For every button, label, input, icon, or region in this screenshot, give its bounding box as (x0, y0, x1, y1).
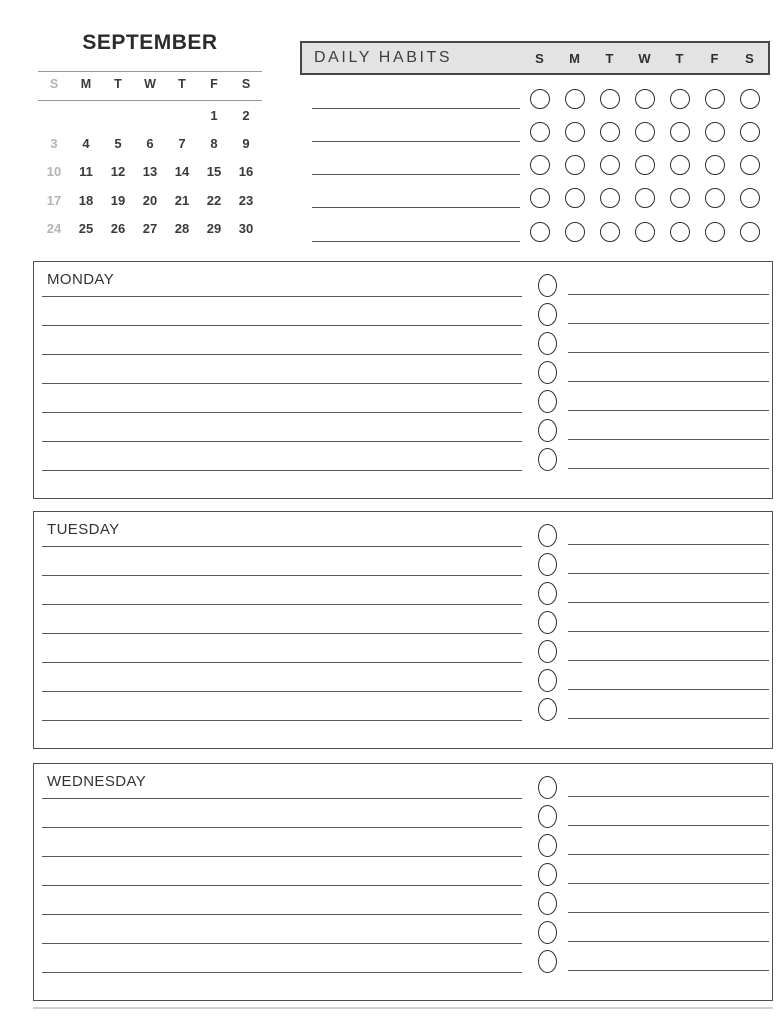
habit-checkbox-circle[interactable] (600, 222, 620, 242)
habit-checkbox-circle[interactable] (670, 155, 690, 175)
habit-checkbox-circle[interactable] (740, 89, 760, 109)
habit-row (0, 188, 779, 210)
writing-line-right (568, 468, 769, 469)
writing-line-right (568, 352, 769, 353)
habit-circle-row (522, 188, 767, 208)
writing-line-left (42, 604, 522, 605)
habit-row (0, 155, 779, 180)
habit-day-header: T (605, 50, 614, 66)
habit-checkbox-circle[interactable] (705, 89, 725, 109)
calendar-day-cell: 12 (110, 164, 126, 180)
habit-checkbox-circle[interactable] (600, 155, 620, 175)
writing-line-left (42, 720, 522, 721)
writing-line-right (568, 631, 769, 632)
habit-circle-cell (627, 188, 662, 208)
task-checkbox-circle[interactable] (538, 669, 557, 692)
habit-checkbox-circle[interactable] (705, 155, 725, 175)
habit-circle-cell (662, 122, 697, 142)
habit-name-line (312, 174, 520, 175)
writing-line-left (42, 914, 522, 915)
day-section-wednesday (33, 763, 773, 1001)
habit-checkbox-circle[interactable] (670, 222, 690, 242)
calendar-day-cell: 18 (78, 192, 94, 208)
task-checkbox-circle[interactable] (538, 524, 557, 547)
task-checkbox-circle[interactable] (538, 805, 557, 828)
habit-checkbox-circle[interactable] (565, 188, 585, 208)
habit-checkbox-circle[interactable] (600, 122, 620, 142)
writing-line-left (42, 441, 522, 442)
habit-circle-cell (662, 155, 697, 175)
writing-line-left (42, 296, 522, 297)
writing-line-right (568, 544, 769, 545)
habit-day-header: W (638, 50, 651, 66)
calendar-day-cell: 16 (238, 164, 254, 180)
habit-day-header: S (745, 50, 754, 66)
task-checkbox-circle[interactable] (538, 419, 557, 442)
habit-checkbox-circle[interactable] (635, 188, 655, 208)
task-checkbox-circle[interactable] (538, 950, 557, 973)
habit-circle-cell (697, 188, 732, 208)
calendar-day-cell: 24 (46, 221, 62, 237)
habit-circle-cell (592, 122, 627, 142)
writing-line-right (568, 381, 769, 382)
task-checkbox-circle[interactable] (538, 332, 557, 355)
habit-checkbox-circle[interactable] (565, 222, 585, 242)
habit-checkbox-circle[interactable] (670, 122, 690, 142)
calendar-day-cell: 30 (238, 221, 254, 237)
habit-circle-cell (662, 89, 697, 109)
habit-circle-cell (592, 89, 627, 109)
writing-line-left (42, 470, 522, 471)
habit-row (0, 89, 779, 111)
task-checkbox-circle[interactable] (538, 892, 557, 915)
habit-checkbox-circle[interactable] (635, 222, 655, 242)
task-checkbox-circle[interactable] (538, 274, 557, 297)
habit-circle-cell (732, 89, 767, 109)
writing-line-left (42, 691, 522, 692)
habit-tracker-title: DAILY HABITS (314, 49, 453, 66)
habit-name-line (312, 141, 520, 142)
habit-circle-cell (627, 222, 662, 242)
habit-checkbox-circle[interactable] (635, 122, 655, 142)
habit-circle-row (522, 122, 767, 142)
calendar-weekday-header: W (144, 77, 156, 91)
calendar-header-rule-top (38, 71, 262, 72)
writing-line-left (42, 827, 522, 828)
habit-checkbox-circle[interactable] (530, 188, 550, 208)
habit-checkbox-circle[interactable] (530, 89, 550, 109)
calendar-day-cell: 20 (142, 192, 158, 208)
habit-checkbox-circle[interactable] (705, 222, 725, 242)
day-section-monday (33, 261, 773, 499)
task-checkbox-circle[interactable] (538, 390, 557, 413)
day-section-label: TUESDAY (47, 521, 120, 538)
habit-checkbox-circle[interactable] (565, 122, 585, 142)
calendar-day-cell: 7 (178, 136, 186, 152)
writing-line-right (568, 796, 769, 797)
calendar-day-cell: 11 (79, 164, 93, 180)
habit-circle-cell (557, 222, 592, 242)
habit-checkbox-circle[interactable] (530, 155, 550, 175)
task-checkbox-circle[interactable] (538, 834, 557, 857)
writing-line-left (42, 383, 522, 384)
calendar-day-cell: 1 (210, 107, 218, 123)
habit-checkbox-circle[interactable] (635, 89, 655, 109)
habit-checkbox-circle[interactable] (670, 89, 690, 109)
calendar-day-cell: 28 (174, 221, 190, 237)
habit-circle-cell (522, 155, 557, 175)
habit-circle-cell (557, 89, 592, 109)
habit-day-header: F (710, 50, 719, 66)
writing-line-left (42, 575, 522, 576)
calendar-day-cell: 6 (146, 136, 154, 152)
writing-line-right (568, 689, 769, 690)
writing-line-right (568, 718, 769, 719)
habit-checkbox-circle[interactable] (565, 89, 585, 109)
habit-checkbox-circle[interactable] (530, 222, 550, 242)
habit-checkbox-circle[interactable] (705, 188, 725, 208)
habit-checkbox-circle[interactable] (565, 155, 585, 175)
writing-line-left (42, 885, 522, 886)
habit-circle-cell (522, 89, 557, 109)
habit-circle-cell (627, 122, 662, 142)
writing-line-left (42, 354, 522, 355)
writing-line-left (42, 633, 522, 634)
habit-day-header: M (569, 50, 580, 66)
habit-checkbox-circle[interactable] (740, 155, 760, 175)
habit-day-headers (522, 41, 767, 75)
calendar-day-cell: 4 (82, 136, 90, 152)
habit-circle-cell (592, 222, 627, 242)
calendar-day-cell: 15 (206, 164, 222, 180)
day-section-label: MONDAY (47, 271, 115, 288)
habit-circle-row (522, 155, 767, 175)
habit-circle-cell (732, 155, 767, 175)
habit-circle-cell (662, 222, 697, 242)
habit-circle-cell (522, 122, 557, 142)
writing-line-right (568, 970, 769, 971)
habit-circle-cell (697, 122, 732, 142)
writing-line-left (42, 546, 522, 547)
day-section-tuesday (33, 511, 773, 749)
calendar-day-cell: 17 (46, 192, 62, 208)
calendar-month-title: SEPTEMBER (82, 31, 218, 54)
calendar-day-cell: 5 (114, 136, 122, 152)
day-section-label: WEDNESDAY (47, 773, 147, 790)
calendar-day-cell: 14 (174, 164, 190, 180)
calendar-day-cell: 25 (78, 221, 94, 237)
calendar-day-cell: 3 (50, 136, 58, 152)
writing-line-left (42, 798, 522, 799)
task-checkbox-circle[interactable] (538, 921, 557, 944)
writing-line-left (42, 972, 522, 973)
habit-circle-cell (662, 188, 697, 208)
writing-line-left (42, 856, 522, 857)
habit-name-line (312, 241, 520, 242)
habit-circle-cell (522, 222, 557, 242)
task-checkbox-circle[interactable] (538, 553, 557, 576)
task-checkbox-circle[interactable] (538, 361, 557, 384)
habit-row (0, 222, 779, 244)
task-checkbox-circle[interactable] (538, 448, 557, 471)
calendar-weekday-header: T (114, 77, 122, 91)
calendar-day-cell: 29 (206, 221, 222, 237)
writing-line-right (568, 410, 769, 411)
habit-circle-cell (557, 188, 592, 208)
calendar-day-cell: 13 (142, 164, 158, 180)
habit-circle-cell (732, 222, 767, 242)
writing-line-right (568, 602, 769, 603)
writing-line-right (568, 323, 769, 324)
habit-circle-row (522, 222, 767, 242)
calendar-day-cell: 27 (142, 221, 158, 237)
calendar-day-cell: 2 (242, 107, 250, 123)
habit-row (0, 122, 779, 144)
calendar-weekday-header: S (241, 77, 251, 91)
calendar-day-cell: 9 (242, 136, 250, 152)
writing-line-left (42, 662, 522, 663)
task-checkbox-circle[interactable] (538, 582, 557, 605)
writing-line-right (568, 941, 769, 942)
habit-circle-cell (627, 155, 662, 175)
habit-checkbox-circle[interactable] (530, 122, 550, 142)
writing-line-right (568, 854, 769, 855)
habit-circle-cell (697, 155, 732, 175)
calendar-day-cell: 23 (238, 192, 254, 208)
writing-line-right (568, 825, 769, 826)
calendar-weekday-header: M (80, 77, 92, 91)
habit-checkbox-circle[interactable] (600, 188, 620, 208)
calendar-day-cell: 21 (174, 192, 190, 208)
habit-day-header: T (675, 50, 684, 66)
calendar-weekday-header: F (210, 77, 218, 91)
habit-circle-cell (732, 188, 767, 208)
habit-circle-cell (627, 89, 662, 109)
habit-name-line (312, 108, 520, 109)
habit-circle-cell (697, 89, 732, 109)
writing-line-right (568, 660, 769, 661)
habit-day-header: S (535, 50, 544, 66)
habit-checkbox-circle[interactable] (740, 222, 760, 242)
habit-checkbox-circle[interactable] (705, 122, 725, 142)
task-checkbox-circle[interactable] (538, 303, 557, 326)
writing-line-left (42, 325, 522, 326)
writing-line-right (568, 883, 769, 884)
habit-circle-cell (592, 155, 627, 175)
habit-circle-cell (592, 188, 627, 208)
task-checkbox-circle[interactable] (538, 698, 557, 721)
habit-circle-cell (557, 122, 592, 142)
habit-circle-cell (732, 122, 767, 142)
calendar-weekday-header: T (178, 77, 186, 91)
calendar-day-cell: 8 (210, 136, 218, 152)
task-checkbox-circle[interactable] (538, 640, 557, 663)
task-checkbox-circle[interactable] (538, 863, 557, 886)
habit-checkbox-circle[interactable] (670, 188, 690, 208)
habit-circle-cell (522, 188, 557, 208)
habit-checkbox-circle[interactable] (635, 155, 655, 175)
habit-circle-row (522, 89, 767, 109)
calendar-day-cell: 22 (206, 192, 222, 208)
habit-checkbox-circle[interactable] (740, 122, 760, 142)
habit-checkbox-circle[interactable] (740, 188, 760, 208)
task-checkbox-circle[interactable] (538, 776, 557, 799)
habit-checkbox-circle[interactable] (600, 89, 620, 109)
writing-line-right (568, 912, 769, 913)
habit-circle-cell (557, 155, 592, 175)
next-section-edge (33, 1007, 773, 1009)
calendar-day-cell: 19 (110, 192, 126, 208)
calendar-day-cell: 10 (46, 164, 62, 180)
habit-name-line (312, 207, 520, 208)
writing-line-left (42, 943, 522, 944)
writing-line-right (568, 294, 769, 295)
writing-line-right (568, 439, 769, 440)
writing-line-right (568, 573, 769, 574)
habit-circle-cell (697, 222, 732, 242)
task-checkbox-circle[interactable] (538, 611, 557, 634)
calendar-day-cell: 26 (110, 221, 126, 237)
calendar-weekday-header: S (49, 77, 59, 91)
writing-line-left (42, 412, 522, 413)
